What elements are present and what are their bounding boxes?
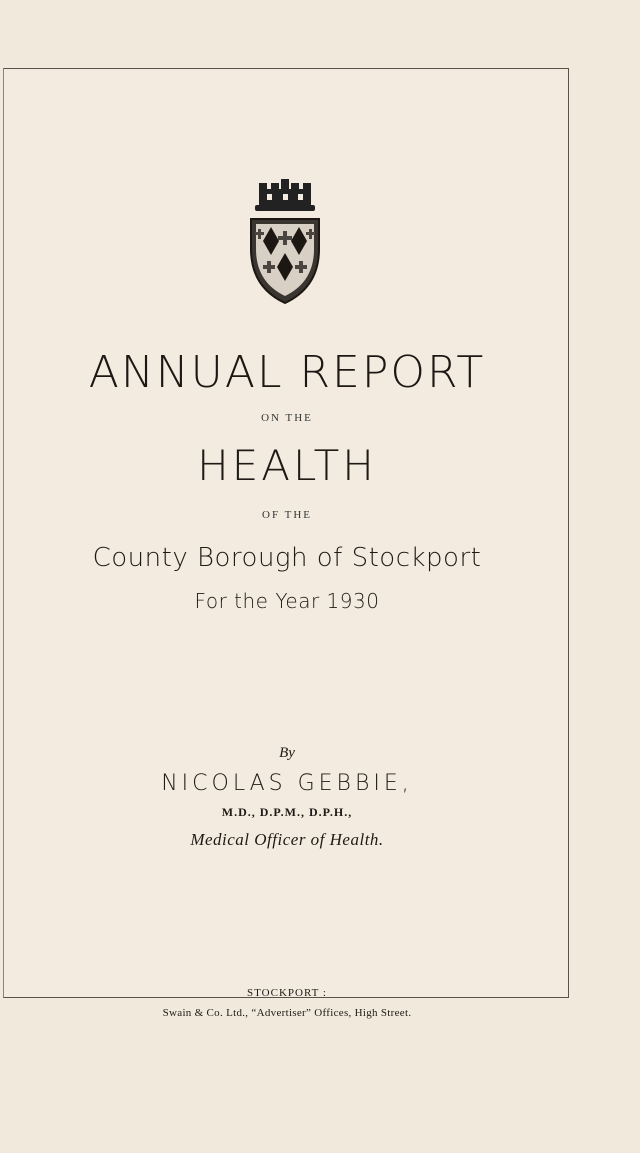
connector-on-the: ON THE [261, 412, 313, 424]
publisher-place: STOCKPORT : [247, 987, 327, 999]
printer-line: Swain & Co. Ltd., “Advertiser” Offices, High Street. [162, 1007, 412, 1019]
author-office: Medical Officer of Health. [190, 830, 384, 849]
report-title: ANNUAL REPORT [88, 347, 486, 398]
coat-of-arms-icon [247, 179, 323, 305]
borough-name: County Borough of Stockport [92, 543, 482, 573]
connector-of-the: OF THE [262, 509, 312, 521]
report-year: For the Year 1930 [194, 589, 380, 613]
report-subject: HEALTH [197, 441, 377, 490]
by-line: By [279, 745, 295, 761]
author-name: NICOLAS GEBBIE, [161, 771, 413, 796]
author-degrees: M.D., D.P.M., D.P.H., [221, 805, 353, 819]
page-frame [3, 68, 569, 1019]
